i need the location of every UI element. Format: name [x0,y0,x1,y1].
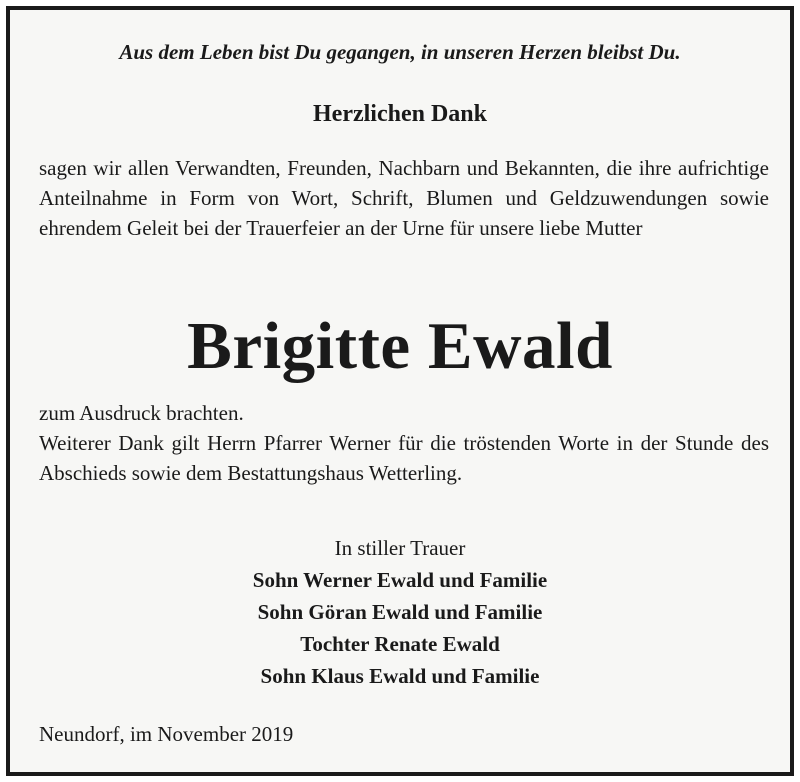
closing-line-1: zum Ausdruck brachten. [39,401,244,425]
thanks-intro-text: sagen wir allen Verwandten, Freunden, Nachbarn und Bekannten, die ihre aufrichtige Anteilnahme in Form von Wort, Schrift, Blumen und Geldzuwendungen sowie ehrendem Geleit bei der Trauerfeier an der Urne für unsere liebe Mutter [39,156,769,240]
closing-text [39,398,769,488]
closing-line-2: Weiterer Dank gilt Herrn Pfarrer Werner für die tröstenden Worte in der Stunde des Abschieds sowie dem Bestattungshaus Wetterling. [39,431,769,485]
deceased-name: Brigitte Ewald [187,309,613,383]
family-member: Sohn Werner Ewald und Familie [252,568,548,592]
signature-block [10,532,790,692]
thanks-heading: Herzlichen Dank [313,101,487,127]
obituary-notice [6,6,794,776]
family-member: Sohn Göran Ewald und Familie [257,600,543,624]
motto: Aus dem Leben bist Du gegangen, in unseren Herzen bleibst Du. [119,40,681,64]
place-date: Neundorf, im November 2019 [39,722,294,746]
family-member: Sohn Klaus Ewald und Familie [260,664,540,688]
mourning-label: In stiller Trauer [334,536,466,560]
family-member: Tochter Renate Ewald [300,632,500,656]
